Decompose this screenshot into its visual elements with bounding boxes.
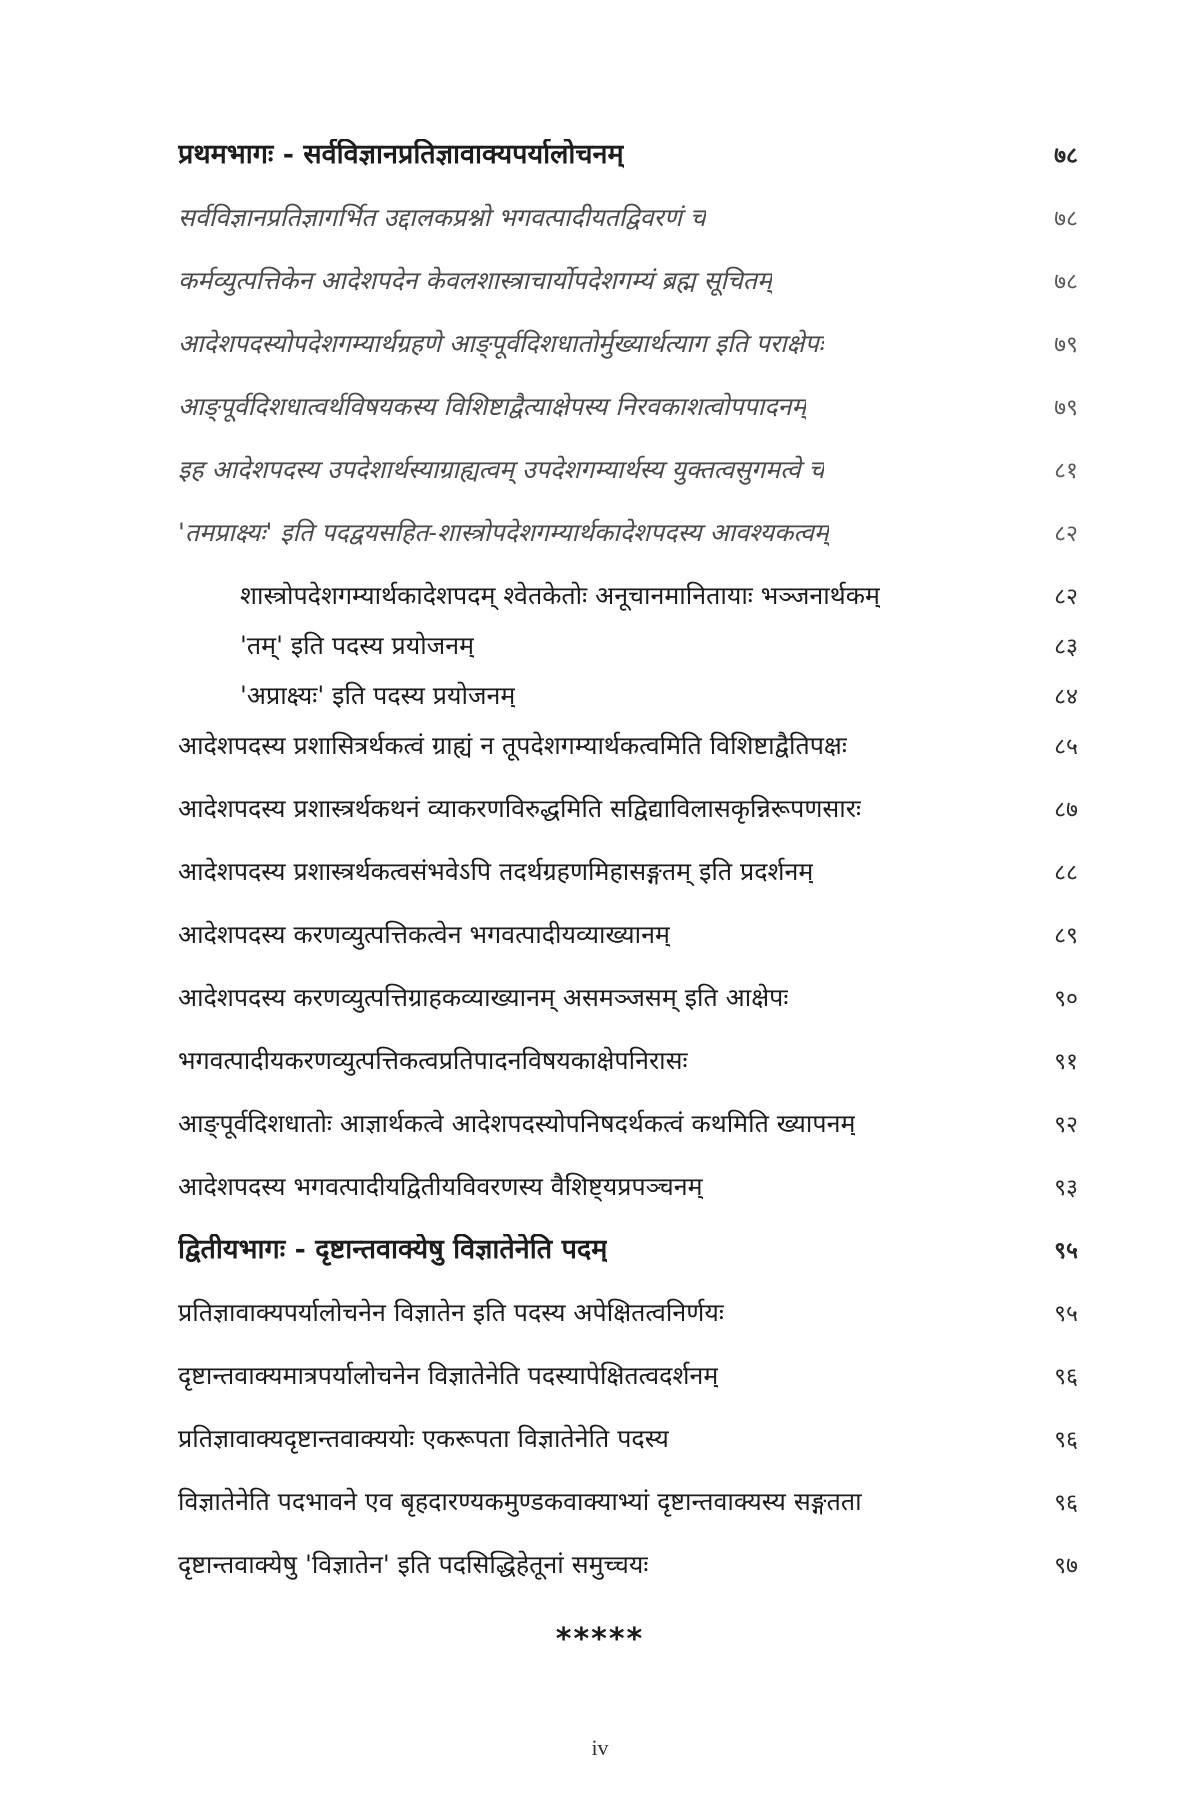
toc-entry-page: ९३ [1054,1175,1078,1201]
toc-entry-page: ८७ [1054,797,1078,823]
toc-entry-title: आदेशपदस्य प्रशास्त्रर्थकत्वसंभवेऽपि तदर्थग्रहणमिहासङ्गतम् इति प्रदर्शनम् [178,857,814,886]
toc-entry [178,1422,1078,1485]
toc-entry-page: ८३ [1054,634,1078,660]
toc-entry-page: ८८ [1054,860,1078,886]
toc-entry-title: शास्त्रोपदेशगम्यार्थकादेशपदम् श्वेतकेतोः अनूचानमानितायाः भञ्जनार्थकम् [240,581,880,610]
toc-entry [178,855,1078,918]
toc-entry [178,1044,1078,1107]
toc-entry-title: विज्ञातेनेति पदभावने एव बृहदारण्यकमुण्डकवाक्याभ्यां दृष्टान्तवाक्यस्य सङ्गतता [178,1487,862,1516]
section-end-mark: ***** [555,1622,645,1657]
toc-entry [178,1107,1078,1170]
toc-entry-page: ९१ [1054,1049,1078,1075]
toc-entry [178,729,1078,792]
toc-entry-page: ७८ [1054,206,1078,232]
toc-entry-page: ९६ [1054,1490,1078,1516]
toc-entry-title: प्रतिज्ञावाक्यदृष्टान्तवाक्ययोः एकरूपता विज्ञातेनेति पदस्य [178,1424,669,1453]
toc-entry-page: ७९ [1054,395,1078,421]
toc-entry-page: ९० [1054,986,1078,1012]
toc-entry-title: प्रतिज्ञावाक्यपर्यालोचनेन विज्ञातेन इति पदस्य अपेक्षितत्वनिर्णयः [178,1298,724,1327]
toc-entry-title: आदेशपदस्य प्रशास्त्रर्थकथनं व्याकरणविरुद्धमिति सद्विद्याविलासकृन्निरूपणसारः [178,794,862,823]
toc-subentry [178,679,1078,729]
toc-entry-page: ९५ [1054,1301,1078,1327]
toc-entry-title: आदेशपदस्य भगवत्पादीयद्वितीयविवरणस्य वैशिष्ट्यप्रपञ्चनम् [178,1172,703,1201]
toc-entry-title: दृष्टान्तवाक्येषु 'विज्ञातेन' इति पदसिद्धिहेतूनां समुच्चयः [178,1550,649,1579]
toc-entry-page: ७८ [1054,269,1078,295]
toc-entry-title: आदेशपदस्य करणव्युत्पत्तिग्राहकव्याख्यानम् असमञ्जसम् इति आक्षेपः [178,983,789,1012]
toc-entry [178,918,1078,981]
toc-entry-page: ९७ [1054,1553,1078,1579]
toc-entry-title: सर्वविज्ञानप्रतिज्ञागर्भित उद्दालकप्रश्नो भगवत्पादीयतद्विवरणं च [178,203,706,232]
toc-entry [178,1485,1078,1548]
toc-entry [178,1548,1078,1611]
page-number: iv [591,1735,609,1760]
toc-entry [178,516,1078,579]
toc-entry-title: प्रथमभागः - सर्वविज्ञानप्रतिज्ञावाक्यपर्यालोचनम् [178,139,624,170]
toc-subentry [178,629,1078,679]
toc-entry-page: ८९ [1054,923,1078,949]
toc-entry [178,981,1078,1044]
toc-entry-title: आङ्पूर्वदिशधातोः आज्ञार्थकत्वे आदेशपदस्योपनिषदर्थकत्वं कथमिति ख्यापनम् [178,1109,856,1138]
toc-entry-page: ८५ [1054,734,1078,760]
toc-entry-title: आदेशपदस्योपदेशगम्यार्थग्रहणे आङ्पूर्वदिशधातोर्मुख्यार्थत्याग इति पराक्षेपः [178,329,824,358]
toc-entry [178,390,1078,453]
toc-entry-part-one-heading [178,138,1078,201]
toc-entry [178,1359,1078,1422]
toc-entry-title: दृष्टान्तवाक्यमात्रपर्यालोचनेन विज्ञातेनेति पदस्यापेक्षितत्वदर्शनम् [178,1361,719,1390]
toc-entry-title: द्वितीयभागः - दृष्टान्तवाक्येषु विज्ञातेनेति पदम् [178,1234,608,1265]
toc-entry-page: ९६ [1054,1364,1078,1390]
toc-entry-page: ७९ [1054,332,1078,358]
toc-subentry [178,579,1078,629]
toc-entry-page: ८२ [1054,521,1078,547]
toc-entry [178,1170,1078,1233]
toc-entry-title: भगवत्पादीयकरणव्युत्पत्तिकत्वप्रतिपादनविषयकाक्षेपनिरासः [178,1046,688,1075]
toc-entry-page: ८४ [1054,684,1078,710]
toc-entry [178,792,1078,855]
toc-entry-page: ९६ [1054,1427,1078,1453]
toc-entry-title: कर्मव्युत्पत्तिकेन आदेशपदेन केवलशास्त्राचार्योपदेशगम्यं ब्रह्म सूचितम् [178,266,772,295]
toc-entry-title: आदेशपदस्य करणव्युत्पत्तिकत्वेन भगवत्पादीयव्याख्यानम् [178,920,670,949]
toc-entry-page: ७८ [1054,142,1078,169]
toc-entry [178,201,1078,264]
toc-entry-title: आङ्पूर्वदिशधात्वर्थविषयकस्य विशिष्टाद्वैत्याक्षेपस्य निरवकाशत्वोपपादनम् [178,392,807,421]
toc-entry [178,264,1078,327]
toc-entry-page: ९२ [1054,1112,1078,1138]
toc-entry-title: इह आदेशपदस्य उपदेशार्थस्याग्राह्यत्वम् उपदेशगम्यार्थस्य युक्तत्वसुगमत्वे च [178,455,825,484]
toc-entry-page: ८२ [1054,584,1078,610]
toc-entry-page: ८१ [1054,458,1078,484]
toc-entry-title: 'तम्' इति पदस्य प्रयोजनम् [240,631,475,660]
toc-entry [178,1296,1078,1359]
toc-entry [178,327,1078,390]
toc-entry-page: ९५ [1054,1237,1078,1264]
table-of-contents [178,138,1078,1611]
toc-entry-part-two-heading [178,1233,1078,1296]
toc-entry-title: 'अप्राक्ष्यः' इति पदस्य प्रयोजनम् [240,681,516,710]
toc-entry [178,453,1078,516]
toc-entry-title: आदेशपदस्य प्रशासित्रर्थकत्वं ग्राह्यं न तूपदेशगम्यार्थकत्वमिति विशिष्टाद्वैतिपक्षः [178,731,847,760]
toc-entry-title: 'तमप्राक्ष्यः' इति पदद्वयसहित-शास्त्रोपदेशगम्यार्थकादेशपदस्य आवश्यकत्वम् [178,518,829,547]
